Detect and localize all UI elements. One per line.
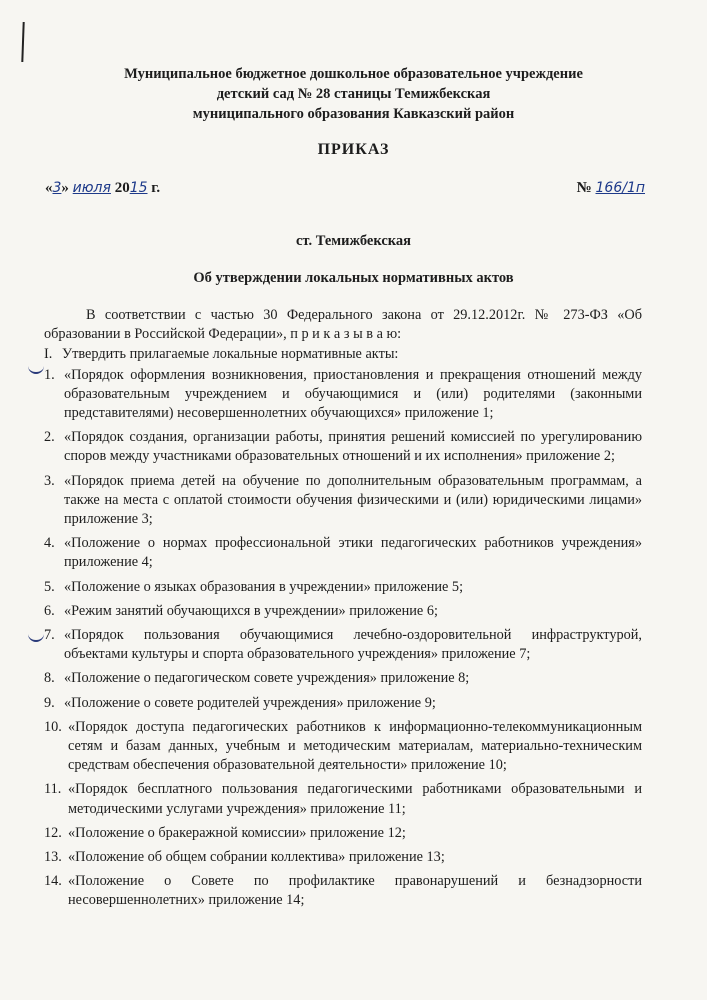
list-item	[44, 428, 642, 466]
list-item-number: 13.	[44, 849, 62, 866]
date-year-prefix: 20	[114, 180, 130, 196]
list-item	[44, 472, 642, 530]
list-item	[44, 824, 642, 843]
list-item-number: 9.	[44, 694, 55, 711]
acts-list	[44, 366, 642, 911]
list-item-number: 11.	[44, 781, 62, 798]
date-number-row	[45, 180, 645, 204]
list-item	[44, 780, 642, 818]
list-item	[44, 626, 642, 664]
date-year-suffix: 15	[129, 180, 148, 196]
list-item	[44, 872, 642, 910]
margin-pen-mark	[21, 22, 24, 62]
list-item-number: 2.	[44, 429, 55, 446]
section-1	[44, 345, 642, 364]
header-line-2: детский сад № 28 станицы Темижбекская	[216, 86, 491, 102]
order-date	[45, 180, 160, 197]
date-quote-close: »	[61, 180, 69, 196]
list-item-text: «Порядок оформления возникновения, приостановления и прекращения отношений между образовательным учреждением и обучающимися и (или) родителями (законными представителями) несовершеннолетних обучающихся» приложение 1;	[64, 366, 642, 422]
list-item-text: «Положение о нормах профессиональной этики педагогических работников учреждения» приложение 4;	[64, 535, 642, 571]
list-item-text: «Порядок бесплатного пользования педагогическими работниками образовательными и методическими услугами учреждения» приложение 11;	[68, 781, 642, 817]
document-title: ПРИКАЗ	[317, 141, 390, 158]
list-item-number: 10.	[44, 718, 62, 735]
section-1-number: I.	[44, 346, 53, 363]
list-item-number: 3.	[44, 472, 55, 489]
list-item-number: 1.	[44, 366, 55, 383]
list-item-number: 14.	[44, 873, 62, 890]
list-item-text: «Положение о педагогическом совете учреждения» приложение 8;	[64, 670, 470, 687]
list-item-text: «Положение о языках образования в учреждении» приложение 5;	[64, 578, 464, 595]
order-number	[577, 180, 645, 197]
list-item-text: «Положение о бракеражной комиссии» приложение 12;	[68, 824, 406, 841]
order-body	[44, 306, 642, 916]
list-item-text: «Положение о совете родителей учреждения» приложение 9;	[64, 694, 436, 711]
header-line-3: муниципального образования Кавказский район	[192, 106, 515, 122]
list-item-text: «Порядок пользования обучающимися лечебно-оздоровительной инфраструктурой, объектами культуры и спорта образовательного учреждения» приложение 7;	[64, 627, 642, 663]
list-item	[44, 578, 642, 597]
list-item	[44, 366, 642, 424]
list-item-number: 7.	[44, 627, 55, 644]
order-number-sign: №	[576, 180, 592, 196]
list-item-number: 5.	[44, 578, 55, 595]
order-number-value: 166/1п	[595, 180, 645, 196]
pen-tick-mark	[28, 630, 44, 642]
list-item	[44, 718, 642, 776]
list-item	[44, 848, 642, 867]
list-item-text: «Положение о Совете по профилактике правонарушений и безнадзорности несовершеннолетних» приложение 14;	[68, 873, 642, 909]
list-item	[44, 669, 642, 688]
list-item	[44, 534, 642, 572]
list-item-number: 6.	[44, 602, 55, 619]
section-1-text: Утвердить прилагаемые локальные нормативные акты:	[62, 346, 399, 363]
date-quote-open: «	[45, 180, 53, 196]
list-item-text: «Порядок доступа педагогических работников к информационно-телекоммуникационным сетям и базам данных, учебным и методическим материалам, материально-техническим средствам обеспечения образовательной деятельности» приложение 10;	[68, 718, 642, 774]
header-line-1: Муниципальное бюджетное дошкольное образовательное учреждение	[124, 66, 583, 82]
list-item-number: 4.	[44, 535, 55, 552]
list-item-number: 8.	[44, 670, 55, 687]
date-day: 3	[52, 180, 62, 196]
order-subject: Об утверждении локальных нормативных актов	[193, 270, 514, 286]
list-item-text: «Режим занятий обучающихся в учреждении» приложение 6;	[64, 602, 438, 619]
pen-tick-mark	[28, 362, 44, 374]
list-item-text: «Порядок создания, организации работы, принятия решений комиссией по урегулированию споров между участниками образовательных отношений и их исполнения» приложение 2;	[64, 429, 642, 465]
date-year-unit: г.	[151, 180, 161, 196]
list-item-number: 12.	[44, 824, 62, 841]
date-month: июля	[72, 180, 111, 196]
intro-paragraph: В соответствии с частью 30 Федерального закона от 29.12.2012г. № 273-ФЗ «Об образовании в Российской Федерации», п р и к а з ы в а ю:	[44, 307, 642, 343]
list-item	[44, 694, 642, 713]
list-item-text: «Порядок приема детей на обучение по дополнительным образовательным программам, а также на места с оплатой стоимости обучения физическими и (или) юридическими лицами» приложение 3;	[64, 472, 642, 528]
list-item	[44, 602, 642, 621]
place-name: ст. Темижбекская	[296, 233, 411, 249]
list-item-text: «Положение об общем собрании коллектива» приложение 13;	[68, 849, 445, 866]
